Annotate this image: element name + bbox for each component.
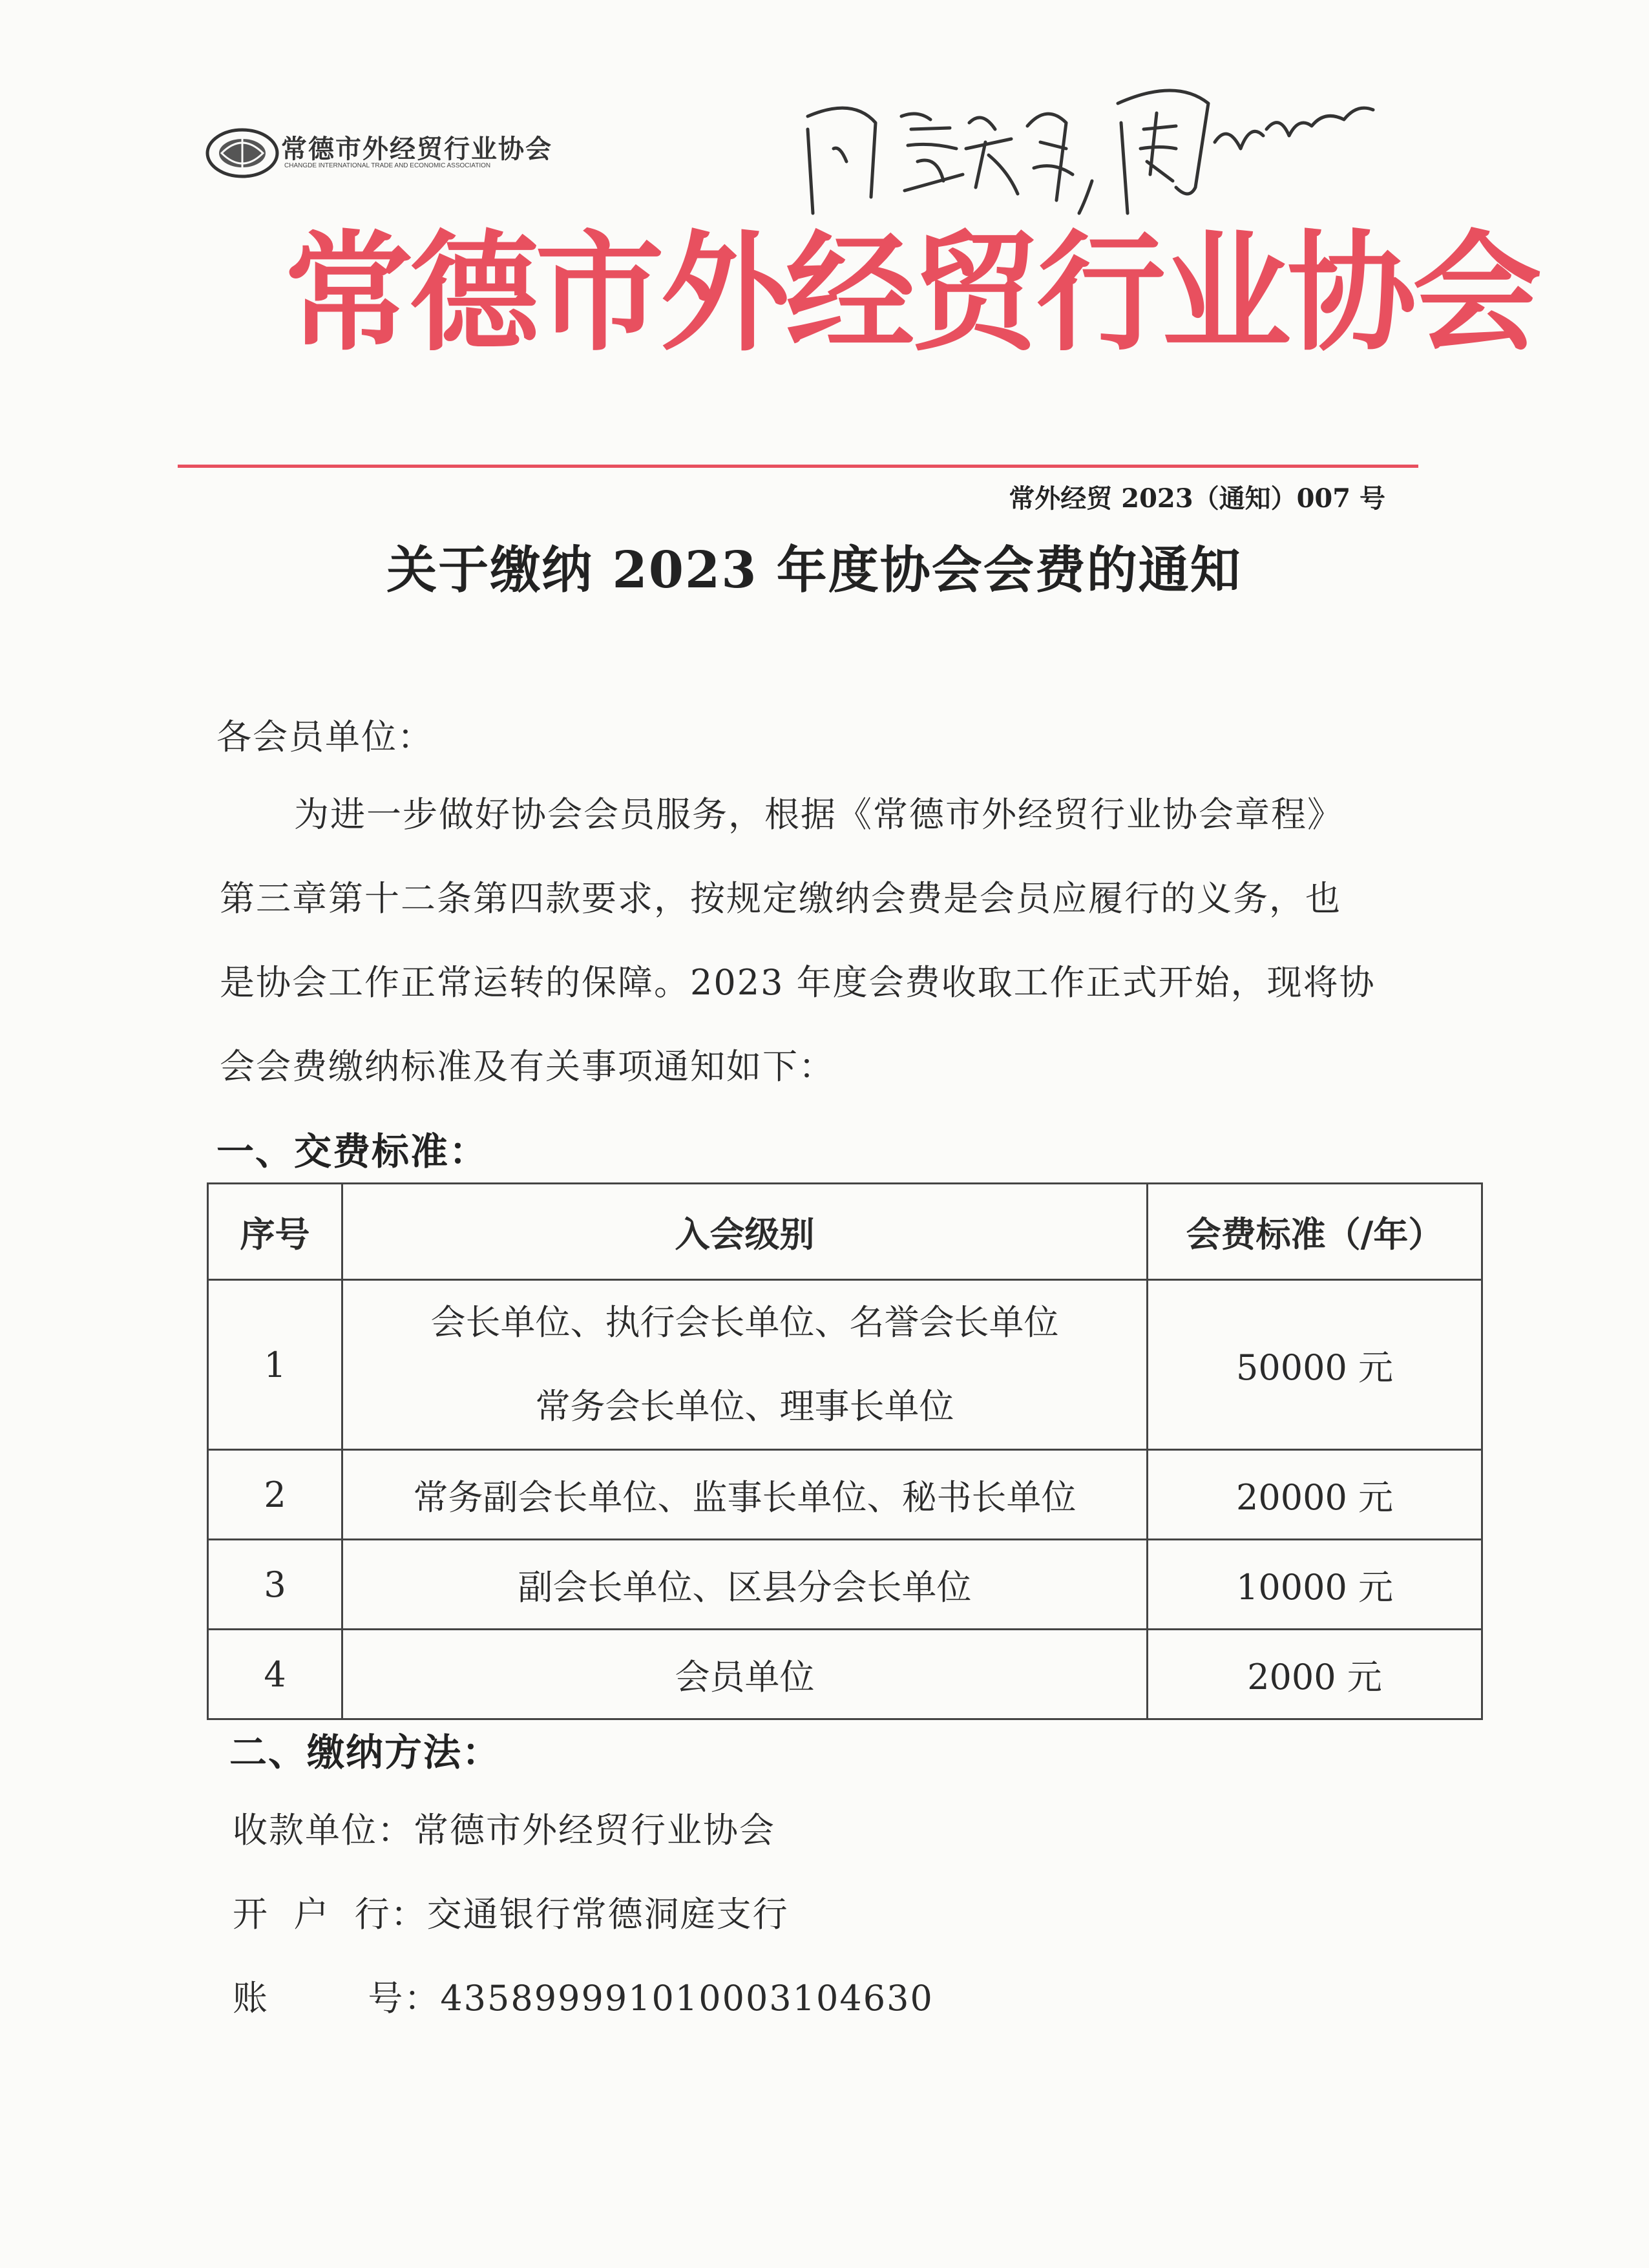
body-line-2: 第三章第十二条第四款要求，按规定缴纳会费是会员应履行的义务，也 [220,878,1341,919]
body-line-3: 是协会工作正常运转的保障。2023 年度会费收取工作正式开始，现将协 [220,962,1376,1003]
level-line: 会长单位、执行会长单位、名誉会长单位 [430,1302,1059,1343]
handwritten-signature [762,52,1383,220]
membership-level [342,1450,1148,1540]
level-line: 常务会长单位、理事长单位 [535,1386,954,1427]
level-line: 常务副会长单位、监事长单位、秘书长单位 [413,1476,1077,1518]
document-number: 常外经贸 2023（通知）007 号 [1009,483,1385,514]
column-header-fee: 会费标准（/年） [1148,1184,1482,1280]
logo-english-name: CHANGDE INTERNATIONAL TRADE AND ECONOMIC ASSOCIATION [284,162,491,169]
membership-level [342,1540,1148,1630]
fee-table [207,1182,1483,1720]
row-number: 2 [208,1450,342,1540]
column-header-level: 入会级别 [342,1184,1148,1280]
level-line: 副会长单位、区县分会长单位 [518,1566,972,1608]
body-line-4: 会会费缴纳标准及有关事项通知如下： [220,1046,835,1087]
annual-fee: 20000 元 [1148,1450,1482,1540]
table-row [208,1280,1482,1450]
payee-line: 收款单位：常德市外经贸行业协会 [233,1810,775,1851]
fee-standard-heading: 一、交费标准： [216,1129,488,1173]
association-logo [204,126,552,184]
bank-line: 开 户 行：交通银行常德洞庭支行 [233,1894,789,1935]
annual-fee: 2000 元 [1148,1630,1482,1719]
association-seal-icon [204,126,281,180]
level-line: 会员单位 [675,1656,815,1697]
membership-level [342,1630,1148,1719]
annual-fee: 10000 元 [1148,1540,1482,1630]
row-number: 1 [208,1280,342,1450]
table-row [208,1450,1482,1540]
salutation: 各会员单位： [216,717,434,757]
table-row [208,1630,1482,1719]
column-header-number: 序号 [208,1184,342,1280]
row-number: 3 [208,1540,342,1630]
body-line-1: 为进一步做好协会会员服务，根据《常德市外经贸行业协会章程》 [294,794,1343,835]
red-divider [178,465,1418,468]
account-line: 账 号：435899991010003104630 [233,1978,934,2019]
logo-chinese-name: 常德市外经贸行业协会 [281,134,552,164]
membership-level [342,1280,1148,1450]
annual-fee: 50000 元 [1148,1280,1482,1450]
organization-title: 常德市外经贸行业协会 [284,218,1539,369]
table-row [208,1540,1482,1630]
table-header-row [208,1184,1482,1280]
notice-subject: 关于缴纳 2023 年度协会会费的通知 [386,541,1242,600]
row-number: 4 [208,1630,342,1719]
payment-method-heading: 二、缴纳方法： [229,1730,501,1774]
